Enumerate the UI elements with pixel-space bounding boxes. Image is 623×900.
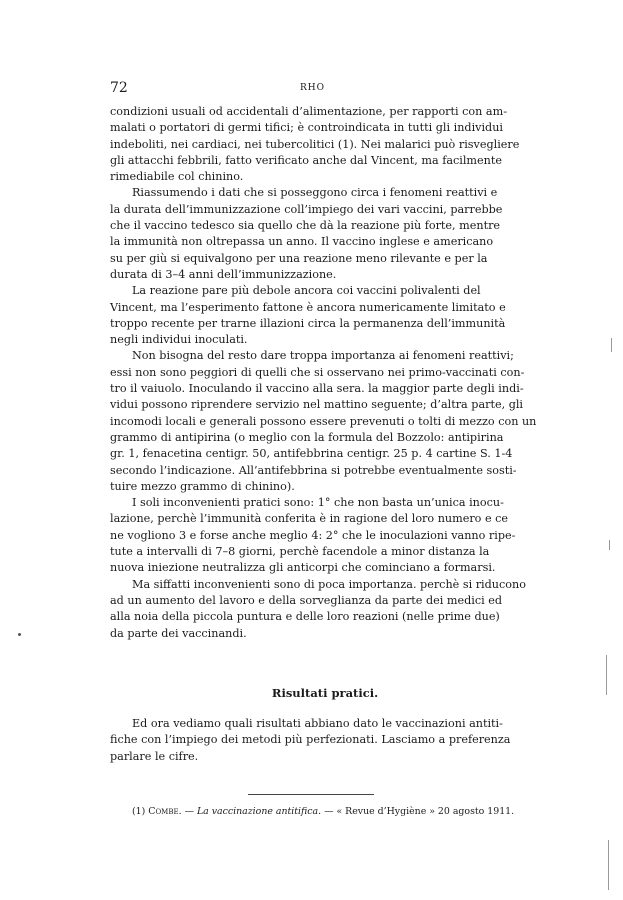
scan-edge-mark bbox=[608, 840, 609, 890]
text-line: troppo recente per trarne illazioni circa la permanenza dell’immunità bbox=[110, 316, 506, 330]
paragraph bbox=[110, 348, 540, 495]
text-line: Ma siffatti inconvenienti sono di poca importanza. perchè si riducono bbox=[132, 577, 526, 591]
footnote-marker: (1) bbox=[132, 806, 146, 817]
footnote-title: La vaccinazione antitifica. bbox=[196, 806, 322, 817]
text-line: tuire mezzo grammo di chinino). bbox=[110, 479, 295, 493]
footnote-author: Combe. bbox=[148, 806, 182, 817]
running-head: RHO bbox=[300, 83, 326, 93]
text-line: durata di 3–4 anni dell’immunizzazione. bbox=[110, 267, 337, 281]
text-line: fiche con l’impiego dei metodi più perfezionati. Lasciamo a preferenza bbox=[110, 733, 511, 747]
paragraph bbox=[110, 577, 540, 642]
closing-paragraph bbox=[110, 716, 540, 765]
footnote-separator: — bbox=[324, 806, 334, 817]
page-number: 72 bbox=[110, 80, 128, 96]
text-line: la immunità non oltrepassa un anno. Il vaccino inglese e americano bbox=[110, 235, 494, 249]
text-line: su per giù si equivalgono per una reazione meno rilevante e per la bbox=[110, 251, 488, 265]
paragraph bbox=[110, 185, 540, 283]
text-line: secondo l’indicazione. All’antifebbrina si potrebbe eventualmente sosti- bbox=[110, 463, 517, 477]
footnote-separator: — bbox=[184, 806, 194, 817]
text-line: che il vaccino tedesco sia quello che dà la reazione più forte, mentre bbox=[110, 219, 501, 233]
text-line: I soli inconvenienti pratici sono: 1° che non basta un’unica inocu- bbox=[132, 496, 504, 510]
text-line: Riassumendo i dati che si posseggono circa i fenomeni reattivi e bbox=[132, 186, 498, 200]
scan-edge-mark bbox=[606, 655, 607, 695]
paragraph bbox=[110, 283, 540, 348]
text-line: tute a intervalli di 7–8 giorni, perchè facendole a minor distanza la bbox=[110, 545, 490, 559]
text-line: la durata dell’immunizzazione coll’impiego dei vari vaccini, parrebbe bbox=[110, 202, 503, 216]
text-line: ad un aumento del lavoro e della sorveglianza da parte dei medici ed bbox=[110, 593, 503, 607]
text-line: nuova iniezione neutralizza gli anticorpi che cominciano a formarsi. bbox=[110, 561, 496, 575]
text-line: indeboliti, nei cardiaci, nei tubercolitici (1). Nei malarici può risvegliere bbox=[110, 137, 520, 151]
text-line: Non bisogna del resto dare troppa importanza ai fenomeni reattivi; bbox=[132, 349, 514, 363]
text-line: incomodi locali e generali possono essere prevenuti o tolti di mezzo con un bbox=[110, 414, 537, 428]
scan-speck bbox=[18, 633, 21, 636]
footnote bbox=[132, 806, 514, 817]
text-line: tro il vaiuolo. Inoculando il vaccino alla sera. la maggior parte degli indi- bbox=[110, 382, 524, 396]
text-line: alla noia della piccola puntura e delle loro reazioni (nelle prime due) bbox=[110, 610, 500, 624]
text-line: malati o portatori di germi tifici; è controindicata in tutti gli individui bbox=[110, 121, 503, 135]
text-line: parlare le cifre. bbox=[110, 749, 199, 763]
text-line: gr. 1, fenacetina centigr. 50, antifebbrina centigr. 25 p. 4 cartine S. 1-4 bbox=[110, 447, 513, 461]
section-heading: Risultati pratici. bbox=[271, 686, 379, 700]
text-line: lazione, perchè l’immunità conferita è in ragione del loro numero e ce bbox=[110, 512, 509, 526]
scan-edge-mark bbox=[611, 338, 612, 352]
text-line: La reazione pare più debole ancora coi vaccini polivalenti del bbox=[132, 284, 481, 298]
paragraph bbox=[110, 495, 540, 576]
text-line: rimediabile col chinino. bbox=[110, 170, 244, 184]
text-line: essi non sono peggiori di quelli che si osservano nei primo-vaccinati con- bbox=[110, 365, 525, 379]
text-line: vidui possono riprendere servizio nel mattino seguente; d’altra parte, gli bbox=[110, 398, 524, 412]
text-line: da parte dei vaccinandi. bbox=[110, 626, 247, 640]
text-line: condizioni usuali od accidentali d’alimentazione, per rapporti con am- bbox=[110, 105, 507, 118]
text-line: gli attacchi febbrili, fatto verificato anche dal Vincent, ma facilmente bbox=[110, 153, 502, 167]
footnote-source: « Revue d’Hygiène » 20 agosto 1911. bbox=[336, 806, 515, 817]
text-line: Vincent, ma l’esperimento fattone è ancora numericamente limitato e bbox=[110, 300, 506, 314]
text-line: grammo di antipirina (o meglio con la formula del Bozzolo: antipirina bbox=[110, 430, 504, 444]
paragraph bbox=[110, 104, 540, 185]
body-text bbox=[110, 104, 540, 642]
text-line: negli individui inoculati. bbox=[110, 333, 248, 347]
text-line: Ed ora vediamo quali risultati abbiano dato le vaccinazioni antiti- bbox=[132, 717, 503, 730]
scan-edge-mark bbox=[609, 540, 610, 550]
footnote-divider bbox=[248, 794, 374, 795]
text-line: ne vogliono 3 e forse anche meglio 4: 2° che le inoculazioni vanno ripe- bbox=[110, 528, 516, 542]
